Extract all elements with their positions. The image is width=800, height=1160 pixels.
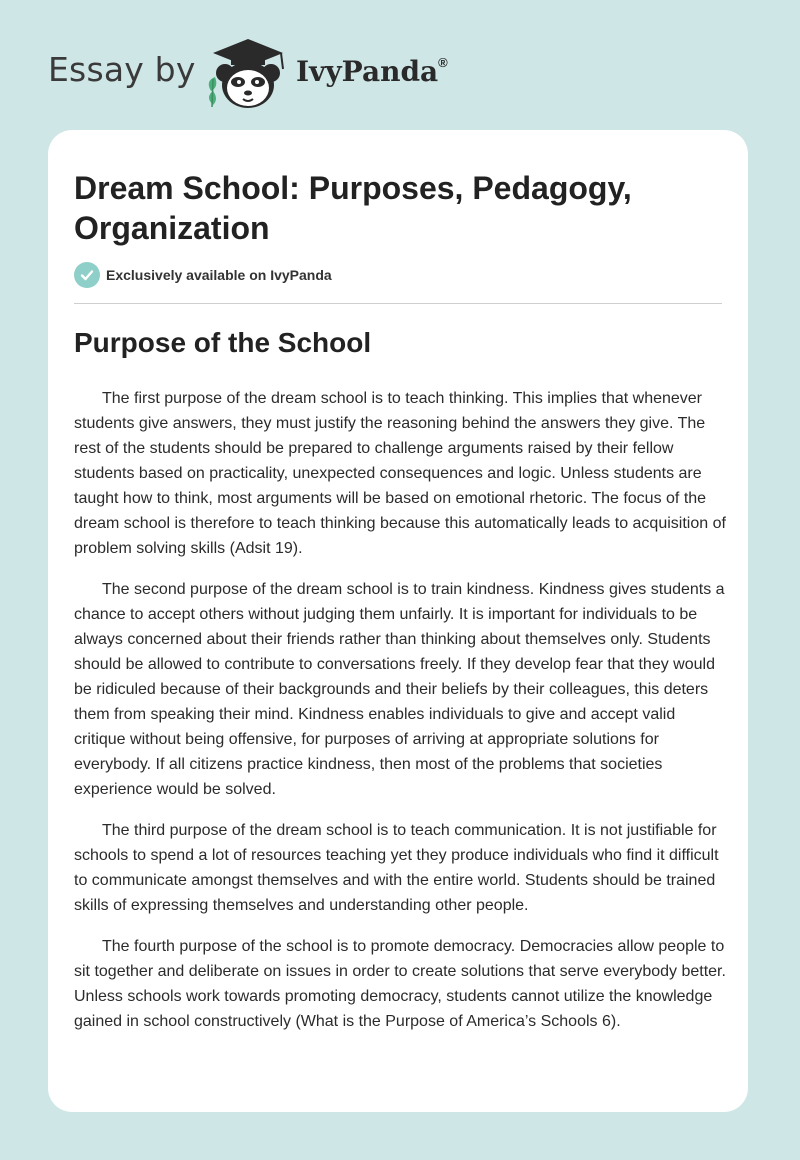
section-heading: Purpose of the School	[74, 327, 372, 358]
exclusive-label: Exclusively available on IvyPanda	[106, 267, 332, 283]
site-header	[0, 0, 800, 130]
paragraph: The fourth purpose of the school is to promote democracy. Democracies allow people to sit together and deliberate on issues in order to create solutions that serve everybody better. Unless schools work towards promoting democracy, students cannot utilize the knowledge gained in school constructively (What is the Purpose of America’s Schools 6).	[74, 938, 726, 1030]
paragraph: The third purpose of the dream school is to teach communication. It is not justifiable for schools to spend a lot of resources teaching yet they produce individuals who find it difficult to communicate amongst themselves and with the entire world. Students should be trained skills of expressing themselves and understanding other people.	[74, 822, 719, 914]
article-body	[74, 386, 728, 1050]
article-card	[48, 130, 748, 1112]
exclusive-badge	[74, 262, 332, 288]
brand-name-text: IvyPanda	[296, 55, 439, 88]
brand-name[interactable]	[296, 55, 448, 88]
panda-graduation-cap-logo[interactable]	[203, 35, 293, 115]
divider	[74, 303, 722, 304]
check-circle-icon	[74, 262, 100, 288]
paragraph: The second purpose of the dream school is to train kindness. Kindness gives students a chance to accept others without judging them unfairly. It is important for individuals to be always concerned about their friends rather than thinking about themselves only. Students should be allowed to contribute to conversations freely. If they develop fear that they would be ridiculed because of their backgrounds and their beliefs by their colleagues, this deters them from speaking their mind. Kindness enables individuals to give and accept valid critique without being offensive, for purposes of arriving at appropriate solutions for everybody. If all citizens practice kindness, then most of the problems that societies experience would be solved.	[74, 581, 725, 798]
paragraph: The first purpose of the dream school is to teach thinking. This implies that whenever students give answers, they must justify the reasoning behind the answers they give. The rest of the students should be prepared to challenge arguments raised by their fellow students based on practicality, unexpected consequences and logic. Unless students are taught how to think, most arguments will be based on emotional rhetoric. The focus of the dream school is therefore to teach thinking because this automatically leads to acquisition of problem solving skills (Adsit 19).	[74, 390, 726, 557]
registered-mark: ®	[438, 54, 448, 70]
article-title: Dream School: Purposes, Pedagogy, Organization	[74, 170, 632, 246]
essay-by-label: Essay by	[48, 50, 196, 89]
